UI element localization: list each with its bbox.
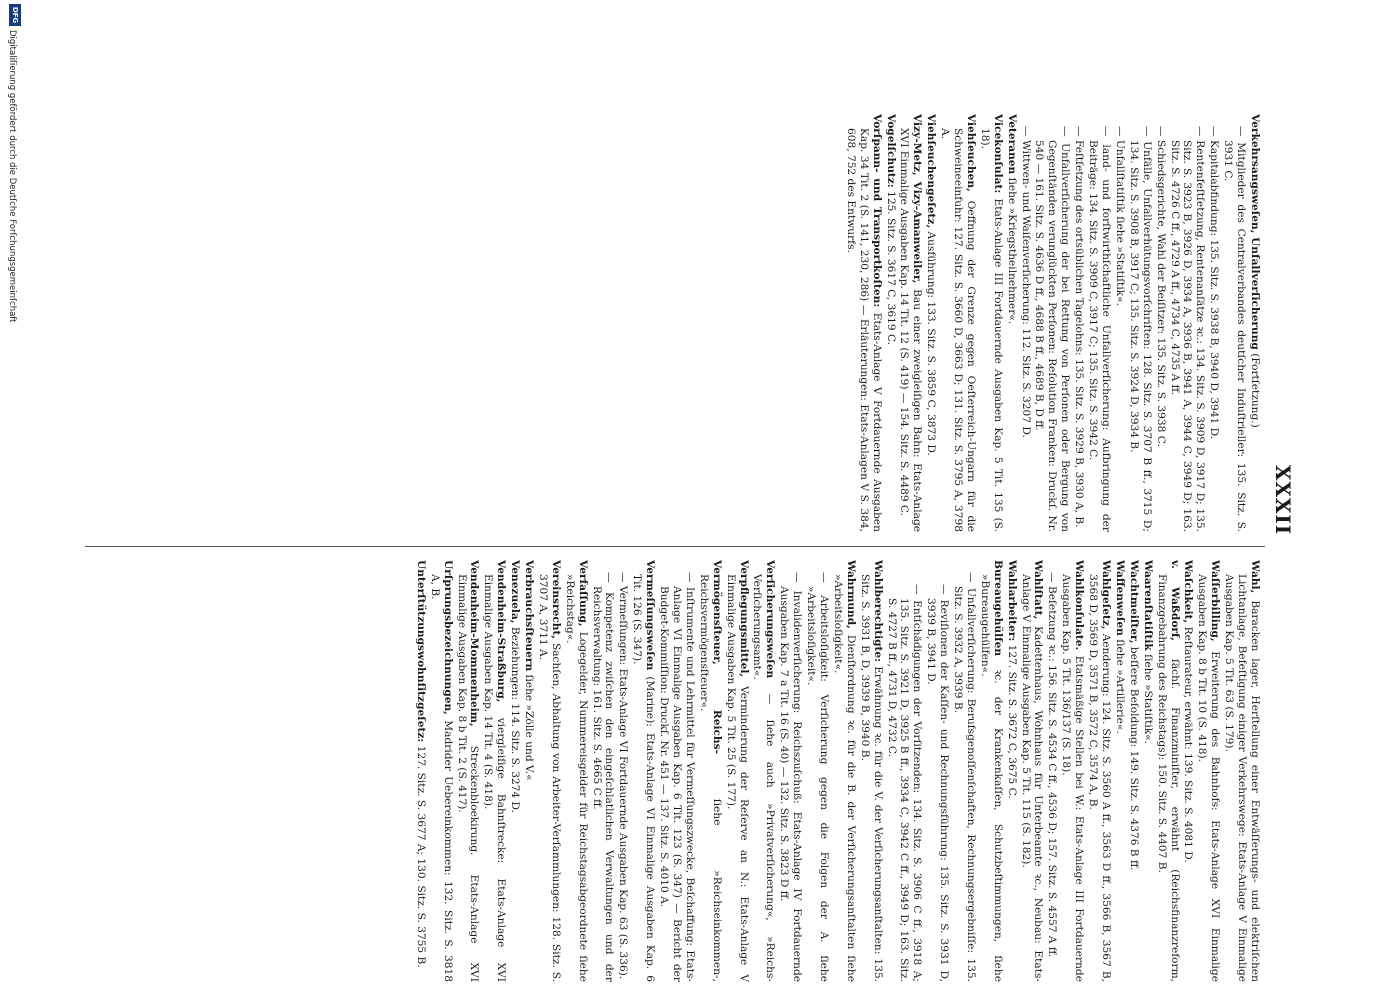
index-entry	[1207, 114, 1220, 532]
index-entry	[1195, 560, 1221, 982]
index-entry-text: ſiehe »Reichseinkommen-, Reichsvermögensſteuer«.	[697, 574, 723, 982]
index-headword: Waffenweſen	[1113, 560, 1126, 636]
index-entry-text: beſſere Beſoldung: 149. Sitz. S. 4376 B ff.	[1127, 643, 1140, 871]
index-headword: Wahl,	[1249, 560, 1261, 594]
index-entry	[1072, 114, 1085, 532]
index-entry	[414, 560, 427, 982]
index-entry-text: — Invalidenverſicherung: Reichszuſchuß: Etats-Anlage IV Fortdauernde Ausgaben Kap. 7 a Tit. 16 (S. 40) — 132. Sitz. S. 3823 D ff.	[778, 572, 804, 982]
index-entry-text: Etatsmäßige Stellen bei W.: Etats-Anlage III Fortdauernde Ausgaben Kap. 5 Tit. 136/137 (S. 18).	[1060, 574, 1086, 982]
index-entry	[455, 560, 481, 982]
index-entry-text: — Unfallverſicherung: Berufsgenoſſenſchaften, Rechnungsergebniſſe: 135. Sitz. S. 3932 A, 3939 B.	[952, 572, 977, 982]
index-entry	[1168, 114, 1207, 532]
index-entry-text: (Fortſetzung.)	[1249, 349, 1261, 428]
index-headword: Verkehrsangsweſen, Unfallverſicherung	[1249, 114, 1261, 350]
index-headword: Vicekonſulat:	[991, 114, 1004, 194]
index-entry-text: Baracken lager, Herſtellung einer Entwäſſerungs- und elektriſchen Lichtanlage, Befeſtigung einiger Verkehrswege: Etats-Anlage V Einmalige Ausgaben Kap. 5 Tit. 63 (S. 179).	[1223, 574, 1261, 982]
index-entry-text: — Vermeſſungen: Etats-Anlage VI Fortdauernde Ausgaben Kap. 63 (S. 336).	[617, 572, 630, 980]
index-headword: Wahlgeſetz,	[1100, 560, 1113, 630]
index-entry	[924, 560, 950, 982]
index-headword: Wahlarbeiter:	[1005, 560, 1018, 642]
index-headword: Vermögensſteuer, Reichs-	[710, 560, 723, 754]
index-column-left	[843, 114, 1261, 532]
index-entry	[858, 560, 884, 982]
page-number: XXXII	[1271, 464, 1295, 536]
index-entry	[1005, 560, 1018, 982]
index-headword: Verſicherungsweſen	[764, 560, 777, 679]
index-entry-text: Etats-Anlage III Fortdauernde Ausgaben Kap. 5 Tit. 135 (S. 18).	[978, 128, 1004, 532]
index-entry	[804, 560, 830, 982]
index-headword: v. Waßdorf,	[1168, 560, 1181, 641]
index-entry	[1086, 114, 1112, 532]
index-headword: Wahlſtatt,	[1032, 560, 1045, 620]
footer-text: Digitaliſierung gefördert durch die Deutſche Forſchungsgemeinſchaft	[7, 30, 17, 323]
index-entry-text: ſiehe »Zölle und V.«	[523, 671, 536, 781]
index-entry-text: 125. Sitz. S. 3617 C, 3619 C.	[884, 187, 897, 346]
index-headword: Vendenheim-Straßburg,	[495, 560, 508, 703]
index-headword: Wahrmund,	[844, 560, 857, 629]
index-entry	[844, 114, 883, 532]
index-entry-text: (Marine): Etats-Anlage VI Einmalige Ausgaben Kap. 6 Tit. 126 (S. 347).	[631, 574, 657, 982]
index-entry-text: Ausführung: 133. Sitz. S. 3859 C, 3873 D.	[925, 228, 938, 456]
index-entry	[831, 560, 857, 982]
index-headword: Vorſpann- und Transportkoſten:	[870, 114, 883, 308]
index-entry-text: — Kompetenz zwiſchen den eingeſchlatlichen Verwaltungen und der Reichsverwaltung: 161. Sitz. S. 4665 C ff.	[590, 572, 616, 982]
index-entry	[1005, 114, 1018, 532]
index-headword: Wahlberechtigte:	[871, 560, 884, 663]
index-entry-text: — Wittwen- und Waiſenverſicherung: 112. Sitz. S. 3207 D.	[1019, 126, 1032, 438]
index-entry	[563, 560, 589, 982]
index-entry	[978, 560, 1004, 982]
index-entry	[1141, 560, 1154, 982]
index-entry-text: — Beſetzung ꝛc.: 156. Sitz. S. 4534 C ff., 4536 D; 157. Sitz. S. 4557 A ff.	[1046, 572, 1059, 958]
index-entry-text: ſiehe »Artillerie«.	[1113, 635, 1126, 734]
index-entry-text: Reſtaurateur, erwähnt: 139. Sitz. S. 4081 D.	[1182, 623, 1195, 863]
index-entry-text: Oeffnung der Grenze gegen Oeſterreich-Ungarn für die Schweineeinfuhr: 127. Sitz. S. 3660 D, 3663 D; 131. Sitz. S. 3795 A, 3798 A.	[939, 128, 977, 532]
index-entry-text: ſiehe »Kriegstheilnehmer«.	[1005, 174, 1018, 325]
index-entry-text: 127. Sitz. S. 3677 A; 130. Sitz. S. 3755 B.	[414, 742, 427, 968]
index-headword: Veteranen	[1005, 114, 1018, 175]
index-headword: Waſſerbilling,	[1209, 560, 1222, 642]
index-entry-text: — Feſtſetzung des ortsüblichen Tagelohns: 135. Sitz. S. 3929 B, 3930 A, B.	[1073, 126, 1086, 528]
index-entry	[1155, 560, 1181, 982]
index-entry-text: Erweiterung des Bahnhofs: Etats-Anlage XVI Einmalige Ausgaben Kap. 8 b Tit. 10 (S. 418).	[1196, 574, 1222, 982]
index-entry	[1221, 114, 1247, 532]
index-entry	[697, 560, 723, 982]
index-entry	[924, 114, 937, 532]
index-headword: Venezuela,	[509, 560, 522, 624]
index-headword: Verpflegungsmittel,	[737, 560, 750, 678]
index-entry	[751, 560, 777, 982]
index-entry	[590, 560, 616, 982]
index-entry	[1033, 114, 1072, 532]
index-entry	[978, 114, 1004, 532]
index-entry-text: — ſiehe auch »Privatverſicherung«, »Reichs-Verſicherungsamt«.	[751, 574, 777, 982]
index-entry-text: Sachſen, Abhaltung von Arbeiter-Verſammlungen: 128. Sitz. S. 3707 A, 3711 A.	[536, 574, 562, 982]
index-entry	[1046, 560, 1059, 982]
index-entry	[428, 560, 454, 982]
index-headword: Verfaſſung,	[576, 560, 589, 627]
index-entry-text: — Kapitalabfindung: 135. Sitz. S. 3938 B, 3940 D, 3941 D.	[1208, 126, 1221, 440]
index-entry-text: Logegelder, Nummereisgelder für Reichstagsabgeordnete ſiehe »Reichstag«.	[563, 574, 589, 982]
index-headword: Vereinsrecht,	[549, 560, 562, 640]
index-entry	[1222, 560, 1261, 982]
index-entry-text: — Mitglieder des Centralverbandes deutſcher Induſtrieller: 135. Sitz. S. 3931 C.	[1222, 126, 1248, 532]
index-entry	[951, 560, 977, 982]
index-headword: Waſchkeit,	[1182, 560, 1195, 624]
index-headword: Vogelſchutz:	[884, 114, 897, 188]
index-entry-text: — Unfallverſicherung der bei Rettung von Perſonen oder Bergung von Gegenſtänden verunglückten Perſonen: Reſolution Franken: Druckſ. Nr. 540 — 161. Sitz. S. 4636 D ff., 4688 B ff., 4689 B, D ff.	[1033, 126, 1072, 532]
index-entry	[630, 560, 656, 982]
index-entry-text: Bau einer zweigleiſigen Bahn: Etats-Anlage XVI Einmalige Ausgaben Kap. 14 Tit. 12 (S. 419) — 154. Sitz. S. 4489 C.	[898, 128, 924, 532]
dfg-logo: DFG	[9, 4, 21, 26]
index-headword: Vizy-Metz, Vizy-Amanweiler,	[911, 114, 924, 284]
column-divider	[85, 546, 1265, 547]
index-entry	[1182, 560, 1195, 982]
index-entry	[777, 560, 803, 982]
index-entry-text: — Schiedsgerichte, Wahl der Beiſitzer: 135. Sitz. S. 3938 C.	[1154, 126, 1167, 447]
index-entry-text: viergleiſige Bahnſtrecke: Etats-Anlage XVI Einmalige Ausgaben Kap. 14 Tit. 4 (S. 418).	[482, 574, 508, 982]
index-entry-text: — land- und forſtwirthſchaftliche Unfallverſicherung: Aufbringung der Beiträge: 134. Sitz. S. 3909 C, 3917 C; 135. Sitz. S. 3942 C.	[1087, 126, 1113, 532]
index-entry	[536, 560, 562, 982]
index-entry	[657, 560, 696, 982]
index-entry	[884, 114, 897, 532]
index-entry	[898, 114, 924, 532]
index-entry	[508, 560, 521, 982]
index-entry	[1059, 560, 1085, 982]
index-headword: Vendenheim-Mommenheim,	[468, 560, 481, 727]
index-entry-text: Dienſtordnung ꝛc. für die B. der Verſicherungsanſtalten ſiehe »Arbeitsloſigkeit«.	[831, 574, 857, 982]
index-headword: Wachtmeiſter,	[1127, 560, 1140, 644]
index-entry	[938, 114, 977, 532]
index-entry-text: — Reviſionen der Kaſſen- und Rechnungsführung: 135. Sitz. S. 3931 D, 3939 B, 3941 D.	[925, 584, 951, 982]
index-entry-text: Kadettenhaus, Wohnhaus für Unterbeamte ꝛc., Neubau: Etats-Anlage V Einmalige Ausgaben Kap. 5 Tit. 115 (S. 182).	[1019, 574, 1045, 982]
index-headword: Wahlkonſulate.	[1073, 560, 1086, 651]
index-entry-text: Streckenbloekirung. Etats-Anlage XVI Einmalige Ausgaben Kap. 8 b Tit. 2 (S. 417).	[455, 574, 481, 982]
index-entry-text: Madrider Uebereinkommen: 132. Sitz. S. 3818 A, B.	[428, 574, 454, 982]
index-headword: Viehſeuchengeſetz,	[925, 114, 938, 229]
index-entry-text: ſiehe »Statiſtik«.	[1141, 650, 1154, 744]
index-entry	[1019, 114, 1032, 532]
index-headword: Unterſtützungswohnſitzgeſetz:	[414, 560, 427, 743]
index-entry	[1127, 560, 1140, 982]
index-entry-text: — Rentenfeſtſetzung, Rentenanſätze ꝛc.: 134. Sitz. S. 3909 D, 3917 D; 135. Sitz. S. 3923 B, 3926 D, 3934 A, 3936 B, 3941 A, 3944 C, 3949 D; 163. Sitz. S. 4726 C ff., 4729 A ff., 4734 C, 4735 A ff.	[1168, 126, 1207, 532]
index-entry-text: — Arbeitsloſigkeit: Verſicherung gegen die Folgen der A. ſiehe »Arbeitsloſigkeit«.	[805, 572, 830, 982]
index-entry-text: Erwähnung ꝛc. für die V. der Verſicherungsanſtalten: 135. Sitz. S. 3931 B, D, 3939 B, 3940 B.	[858, 574, 884, 982]
index-entry	[1154, 114, 1167, 532]
index-headword: Vermeſſungsweſen	[644, 560, 657, 671]
index-headword: Urſprungsbezeichnungen,	[441, 560, 454, 715]
index-entry	[1113, 560, 1126, 982]
index-entry	[617, 560, 630, 982]
index-entry-text: Aenderung: 124. Sitz. S. 3560 A ff., 3563 D ff., 3566 B, 3567 B, 3568 D, 3569 D, 3571 B, 3572 C, 3574 A, B.	[1087, 574, 1113, 982]
index-entry	[1113, 114, 1126, 532]
index-entry-text: — Entſchädigungen der Vorſitzenden: 134. Sitz. S. 3906 C ff., 3918 A; 135. Sitz. S. 3921 D, 3925 B ff., 3934 C, 3942 C ff., 3949 D; 163. Sitz. S. 4727 B ff., 4731 D, 4732 C.	[885, 584, 924, 982]
index-column-right	[413, 560, 1261, 982]
index-entry	[724, 560, 750, 982]
index-entry	[522, 560, 535, 982]
index-entry	[481, 560, 507, 982]
index-entry-text: — Unfälle, Unfallverhütungsvorſchriften: 128. Sitz. S. 3707 B ff., 3715 D; 134. Sitz. S. 3908 B, 3917 C; 135. Sitz. S. 3924 D, 3934 B.	[1127, 126, 1153, 532]
index-entry-text: ꝛc. der Krankenkaſſen, Schutzbeſtimmungen, ſiehe »Bureaugehülfen«.	[978, 574, 1004, 982]
index-entry-text: Beziehungen: 114. Sitz. S. 3274 D.	[509, 623, 522, 814]
index-entry-text: — Inſtrumente und Lehrmittel für Vermeſſungszwecke, Beſchaffung: Etats-Anlage VI Einmalige Ausgaben Kap. 6 Tit. 123 (S. 347) — Bericht der Budget-Kommiſſion: Druckſ. Nr. 451 — 137. Sitz. S. 4010 A.	[658, 572, 696, 982]
index-entry	[1086, 560, 1112, 982]
index-entry-text: — Unfallſtatiſtik ſiehe »Statiſtik«.	[1113, 126, 1126, 307]
index-entry	[885, 560, 924, 982]
index-headword: Bureaugehülfen	[991, 560, 1004, 657]
index-entry-text: Verminderung der Reſerve an N.: Etats-Anlage V Einmalige Ausgaben Kap. 5 Tit. 25 (S. 177).	[724, 574, 750, 982]
index-entry	[1019, 560, 1045, 982]
index-headword: Waarenſtatiſtik	[1141, 560, 1154, 651]
index-entry-text: 127. Sitz. S. 3672 C, 3675 C.	[1005, 641, 1018, 799]
index-entry	[1248, 114, 1261, 532]
index-headword: Viehſeuchen,	[964, 114, 977, 192]
index-entry-text: ſächſ. Finanzminiſter, erwähnt (Reichsfinanzreform, Finanzgebahrung des Reichstags): 150. Sitz. S. 4407 B.	[1155, 574, 1181, 982]
index-headword: Verbrauchsſteuern	[523, 560, 536, 672]
index-entry	[1127, 114, 1153, 532]
index-entry-text: Etats-Anlage V Fortdauernde Ausgaben Kap. 34 Tit. 2 (S. 141, 230, 286) — Erläuterungen: Etats-Anlagen V S. 384, 608, 752 des Entwurfs.	[844, 128, 883, 533]
